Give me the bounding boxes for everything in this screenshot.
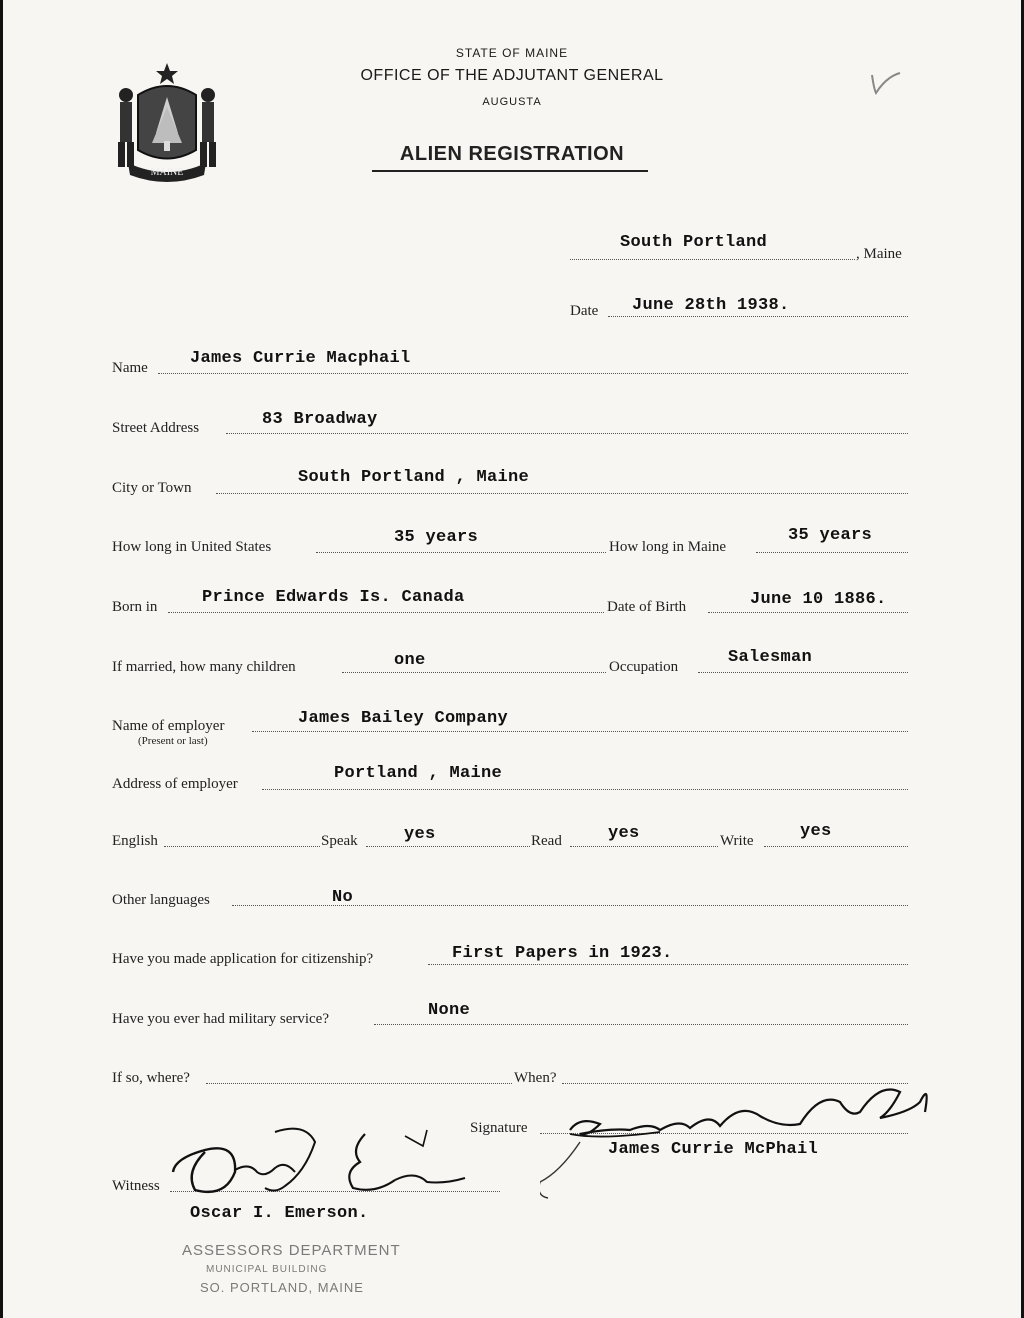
maine-years-label: How long in Maine [609,539,727,555]
stamp-line-2: MUNICIPAL BUILDING [206,1264,328,1275]
citizenship-value: First Papers in 1923. [452,944,673,963]
witness-typed-name: Oscar I. Emerson. [190,1204,369,1223]
occupation-line [698,672,908,673]
witness-label: Witness [112,1178,160,1194]
english-label: English [112,833,158,849]
write-label: Write [720,833,754,849]
street-label: Street Address [112,420,200,436]
citizenship-label: Have you made application for citizenship? [112,951,374,967]
signature-typed-name: James Currie McPhail [608,1140,819,1159]
born-value: Prince Edwards Is. Canada [202,588,465,607]
maine-years-line [756,552,908,553]
employer-address-value: Portland , Maine [334,764,503,783]
office-heading: OFFICE OF THE ADJUTANT GENERAL [360,67,664,84]
seal-text: MAINE [150,167,184,178]
city-value: South Portland , Maine [298,468,530,487]
dob-value: June 10 1886. [750,590,887,609]
english-line [164,846,320,847]
us-years-line [316,552,606,553]
children-line [342,672,606,673]
write-value: yes [800,822,832,841]
us-years-value: 35 years [394,528,479,547]
employer-line [252,731,908,732]
date-line [608,316,908,317]
location-line [570,259,855,260]
location-suffix: , Maine [856,246,902,262]
employer-value: James Bailey Company [298,709,509,728]
military-value: None [428,1001,471,1020]
date-value: June 28th 1938. [632,296,790,315]
read-line [570,846,718,847]
stamp-line-1: ASSESSORS DEPARTMENT [182,1242,401,1259]
city-label: City or Town [112,480,192,496]
state-heading: STATE OF MAINE [455,46,569,60]
date-label: Date [570,303,599,319]
name-label: Name [112,360,148,376]
street-value: 83 Broadway [262,410,378,429]
born-label: Born in [112,599,158,615]
title-underline [372,170,648,172]
street-line [226,433,908,434]
occupation-value: Salesman [728,648,813,667]
us-years-label: How long in United States [112,539,272,555]
applicant-signature-icon [540,1072,940,1202]
form-title: ALIEN REGISTRATION [399,143,625,165]
name-value: James Currie Macphail [190,349,411,368]
scan-border-left [0,0,3,1318]
city-heading: AUGUSTA [482,96,542,108]
employer-address-line [262,789,908,790]
other-languages-label: Other languages [112,892,210,908]
witness-signature-icon [165,1122,475,1202]
speak-line [366,846,530,847]
location-value: South Portland [620,233,768,252]
where-line [206,1083,512,1084]
military-label: Have you ever had military service? [112,1011,329,1027]
occupation-label: Occupation [609,659,679,675]
speak-label: Speak [321,833,358,849]
write-line [764,846,908,847]
employer-sublabel: (Present or last) [138,735,208,747]
read-label: Read [531,833,562,849]
employer-label: Name of employer [112,718,225,734]
children-value: one [394,651,426,670]
where-label: If so, where? [112,1070,190,1086]
other-languages-value: No [332,888,354,907]
name-line [158,373,908,374]
maine-years-value: 35 years [788,526,873,545]
dob-label: Date of Birth [607,599,687,615]
military-line [374,1024,908,1025]
born-line [168,612,604,613]
read-value: yes [608,824,640,843]
when-label: When? [514,1070,557,1086]
citizenship-line [428,964,908,965]
signature-label: Signature [470,1120,528,1136]
stamp-line-3: SO. PORTLAND, MAINE [200,1280,364,1295]
speak-value: yes [404,825,436,844]
dob-line [708,612,908,613]
city-line [216,493,908,494]
children-label: If married, how many children [112,659,296,675]
employer-address-label: Address of employer [112,776,238,792]
